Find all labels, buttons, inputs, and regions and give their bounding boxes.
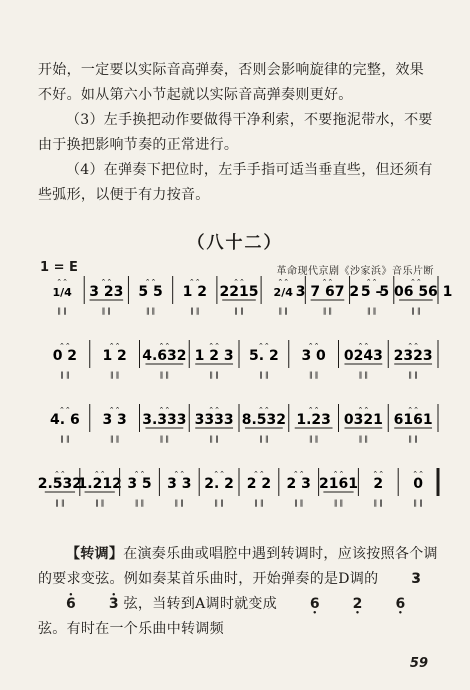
note-group: 2.532 xyxy=(37,476,83,492)
technique-mark: ⌃⌃ xyxy=(357,342,370,350)
note-group: 2. 2 xyxy=(204,476,234,492)
fingering-mark: ‖ ‖ xyxy=(322,307,333,315)
note-group: 6161 xyxy=(393,412,433,428)
technique-mark: ⌃⌃ xyxy=(407,406,419,414)
note-group: 3 7 67 2 xyxy=(295,284,360,300)
fingering-mark: ‖ ‖ xyxy=(259,435,269,443)
fingering-mark: ‖ ‖ xyxy=(259,371,269,379)
technique-mark: ⌃⌃ xyxy=(133,470,146,478)
fingering-mark: ‖ ‖ xyxy=(60,435,70,443)
string-note: 3 • xyxy=(383,567,421,592)
technique-mark: ⌃⌃ xyxy=(108,406,121,414)
technique-mark: ⌃⌃ xyxy=(56,278,68,286)
score-row xyxy=(38,468,438,507)
fingering-mark: ‖ ‖ xyxy=(190,307,200,315)
string-note: 2 • xyxy=(325,592,363,617)
fingering-mark: ‖ ‖ xyxy=(110,371,120,379)
fingering-mark: ‖ ‖ xyxy=(333,499,344,507)
fingering-mark: ‖ ‖ xyxy=(294,499,304,507)
note-group: 3 5 xyxy=(127,476,152,492)
technique-mark: ⌃⌃ xyxy=(144,278,157,286)
technique-mark: ⌃⌃ xyxy=(407,342,419,350)
technique-mark: ⌃⌃ xyxy=(100,278,113,286)
note-group: 5 5 xyxy=(138,284,163,300)
fingering-mark: ‖ ‖ xyxy=(60,371,70,379)
technique-mark: ⌃⌃ xyxy=(208,406,220,414)
score-row xyxy=(53,340,438,379)
fingering-mark: ‖ ‖ xyxy=(95,499,105,507)
note-group: 1 2 xyxy=(182,284,207,300)
note-group: 3 0 xyxy=(301,348,326,364)
technique-mark: ⌃⌃ xyxy=(412,470,424,478)
technique-mark: ⌃⌃ xyxy=(59,342,71,350)
note-group: 1 2 3 xyxy=(194,348,234,364)
technique-mark: ⌃⌃ xyxy=(332,470,345,478)
section-title: （八十二） xyxy=(187,233,283,253)
fingering-mark: ‖ ‖ xyxy=(234,307,244,315)
fingering-mark: ‖ ‖ xyxy=(278,307,288,315)
string-notation-2 xyxy=(282,596,406,612)
technique-mark: ⌃⌃ xyxy=(258,342,270,350)
technique-mark: ⌃⌃ xyxy=(158,406,171,414)
note-group: 2 3 xyxy=(286,476,311,492)
paragraph-4 xyxy=(38,542,438,642)
technique-mark: ⌃⌃ xyxy=(258,406,270,414)
note-group: 1.212 xyxy=(77,476,122,492)
string-note: 6 • xyxy=(367,592,405,617)
technique-mark: ⌃⌃ xyxy=(357,406,370,414)
technique-mark: ⌃⌃ xyxy=(54,470,66,478)
technique-mark: ⌃⌃ xyxy=(188,278,201,286)
source-note: 革命现代京剧《沙家浜》音乐片断 xyxy=(276,266,434,277)
fingering-mark: ‖ ‖ xyxy=(358,371,368,379)
note-group: 5 – xyxy=(360,284,383,300)
fingering-mark: ‖ ‖ xyxy=(309,435,319,443)
note-group: 2323 xyxy=(393,348,433,364)
note-group: 2215 xyxy=(219,284,259,300)
paragraph-1: 开始，一定要以实际音高弹奏，否则会影响旋律的完整，效果不好。如从第六小节起就以实际音高弹奏则更好。 xyxy=(38,62,425,103)
technique-mark: ⌃⌃ xyxy=(307,342,320,350)
note-group: 0 xyxy=(413,476,423,492)
fingering-mark: ‖ ‖ xyxy=(413,499,423,507)
note-group: 0 2 xyxy=(52,348,78,364)
technique-mark: ⌃⌃ xyxy=(292,470,305,478)
paragraph-4-part-b: 弦，当转到A调时就变成 xyxy=(123,596,278,612)
page-number: 59 xyxy=(409,656,428,671)
note-group: 8.532 xyxy=(241,412,287,428)
note-group: 0321 xyxy=(343,412,383,428)
note-group: 1.23 xyxy=(296,412,331,428)
note-group: 5. 2 xyxy=(249,348,279,364)
note-group: 1 2 xyxy=(102,348,127,364)
technique-mark: ⌃⌃ xyxy=(213,470,225,478)
paragraph-4-part-a: 在演奏乐曲或唱腔中遇到转调时，应该按照各个调的要求变弦。例如奏某首乐曲时，开始弹奏的是D调的 xyxy=(38,546,438,587)
fingering-mark: ‖ ‖ xyxy=(209,435,219,443)
term-label: 【转调】 xyxy=(66,546,124,562)
note-group: 2 xyxy=(373,476,384,492)
fingering-mark: ‖ ‖ xyxy=(159,371,169,379)
note-group: 2 2 xyxy=(246,476,272,492)
technique-mark: ⌃⌃ xyxy=(410,278,422,286)
string-note: 3 • xyxy=(81,592,119,617)
note-group: 3 3 xyxy=(102,412,127,428)
fingering-mark: ‖ ‖ xyxy=(309,371,319,379)
fingering-mark: ‖ ‖ xyxy=(55,499,65,507)
note-group: 4.632 xyxy=(142,348,187,364)
fingering-mark: ‖ ‖ xyxy=(57,307,67,315)
technique-mark: ⌃⌃ xyxy=(158,342,171,350)
fingering-mark: ‖ ‖ xyxy=(254,499,264,507)
note-group: 2/4 xyxy=(273,286,293,299)
fingering-mark: ‖ ‖ xyxy=(411,307,421,315)
string-note: 6 • xyxy=(38,592,76,617)
technique-mark: ⌃⌃ xyxy=(59,406,71,414)
note-group: 0243 xyxy=(343,348,383,364)
technique-mark: ⌃⌃ xyxy=(108,342,121,350)
fingering-mark: ‖ ‖ xyxy=(358,435,368,443)
string-note: 6 • xyxy=(282,592,320,617)
technique-mark: ⌃⌃ xyxy=(253,470,265,478)
technique-mark: ⌃⌃ xyxy=(93,470,106,478)
fingering-mark: ‖ ‖ xyxy=(367,307,377,315)
fingering-mark: ‖ ‖ xyxy=(101,307,111,315)
technique-mark: ⌃⌃ xyxy=(307,406,320,414)
note-group: 4. 6 xyxy=(50,412,80,428)
note-group: 5 06 56 1 xyxy=(379,284,453,300)
score-row xyxy=(52,276,452,315)
fingering-mark: ‖ ‖ xyxy=(159,435,169,443)
note-group: 2161 xyxy=(319,476,358,492)
fingering-mark: ‖ ‖ xyxy=(145,307,156,315)
fingering-mark: ‖ ‖ xyxy=(174,499,184,507)
technique-mark: ⌃⌃ xyxy=(372,470,385,478)
fingering-mark: ‖ ‖ xyxy=(209,371,219,379)
fingering-mark: ‖ ‖ xyxy=(408,371,418,379)
paragraph-4-part-c: 弦。有时在一个乐曲中转调频 xyxy=(38,621,224,637)
fingering-mark: ‖ ‖ xyxy=(408,435,418,443)
technique-mark: ⌃⌃ xyxy=(208,342,220,350)
paragraph-2: （3）左手换把动作要做得干净利索，不要拖泥带水，不要由于换把影响节奏的正常进行。 xyxy=(38,112,433,153)
technique-mark: ⌃⌃ xyxy=(233,278,245,286)
note-group: 1/4 xyxy=(52,286,72,299)
fingering-mark: ‖ ‖ xyxy=(110,435,120,443)
score-row xyxy=(50,404,438,443)
technique-mark: ⌃⌃ xyxy=(321,278,334,286)
note-group: 3.333 xyxy=(142,412,187,428)
note-group: 3 3 xyxy=(167,476,192,492)
technique-mark: ⌃⌃ xyxy=(365,278,378,286)
technique-mark: ⌃⌃ xyxy=(277,278,290,286)
key-signature: 1 = E xyxy=(40,260,78,275)
technique-mark: ⌃⌃ xyxy=(173,470,186,478)
fingering-mark: ‖ ‖ xyxy=(214,499,224,507)
paragraph-3: （4）在弹奏下把位时，左手手指可适当垂直些，但还须有些弧形，以便于有力按音。 xyxy=(38,162,433,203)
note-group: 3 23 xyxy=(89,284,124,300)
fingering-mark: ‖ ‖ xyxy=(373,499,383,507)
note-group: 3333 xyxy=(194,412,234,428)
fingering-mark: ‖ ‖ xyxy=(134,499,145,507)
